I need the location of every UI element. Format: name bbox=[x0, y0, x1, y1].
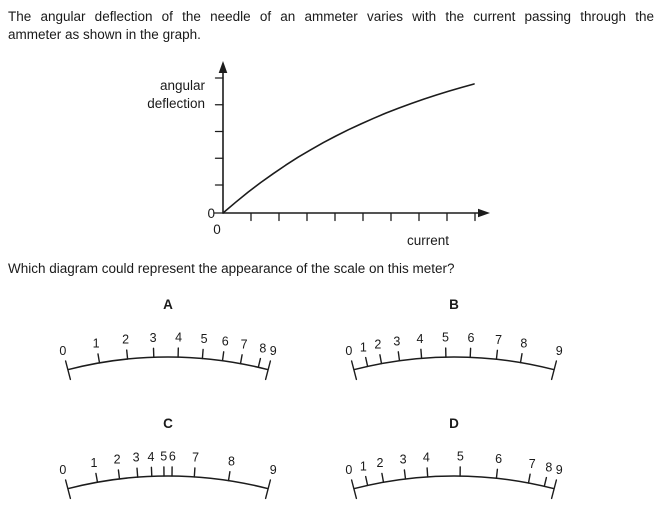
scale-tick bbox=[529, 474, 531, 483]
scale-tick bbox=[223, 352, 224, 361]
scale-tick-label: 1 bbox=[93, 337, 100, 351]
y-axis-arrowhead bbox=[219, 61, 228, 73]
question-intro-line1: The angular deflection of the needle of an ammeter varies with the current passing through the bbox=[8, 8, 654, 26]
scale-tick-label: 7 bbox=[495, 333, 502, 347]
scale-tick-label: 8 bbox=[228, 454, 235, 468]
scale-arc bbox=[354, 357, 554, 370]
scale-tick bbox=[137, 468, 138, 477]
deflection-current-graph bbox=[0, 55, 520, 255]
scale-tick-label: 8 bbox=[545, 460, 552, 474]
scale-tick-label: 4 bbox=[175, 331, 182, 345]
scale-tick bbox=[552, 361, 557, 379]
scale-tick-label: 4 bbox=[423, 450, 430, 464]
scale-tick bbox=[521, 354, 523, 363]
scale-tick bbox=[366, 358, 368, 367]
scale-tick-label: 9 bbox=[556, 344, 563, 358]
scale-tick bbox=[427, 468, 428, 477]
scale-arc bbox=[68, 357, 268, 370]
scale-tick-label: 0 bbox=[59, 344, 66, 358]
scale-tick bbox=[266, 480, 271, 498]
scale-tick-label: 7 bbox=[241, 338, 248, 352]
option-A-scale-diagram bbox=[18, 319, 318, 397]
option-B bbox=[304, 297, 604, 399]
scale-tick-label: 4 bbox=[417, 332, 424, 346]
scale-tick-label: 0 bbox=[59, 463, 66, 477]
option-A bbox=[18, 297, 318, 399]
scale-tick-label: 5 bbox=[201, 332, 208, 346]
scale-tick bbox=[258, 359, 260, 368]
deflection-curve bbox=[223, 84, 474, 213]
scale-tick-label: 0 bbox=[345, 463, 352, 477]
scale-tick bbox=[266, 361, 271, 379]
scale-tick-label: 8 bbox=[520, 336, 527, 350]
scale-tick-label: 1 bbox=[91, 456, 98, 470]
scale-tick-label: 9 bbox=[556, 463, 563, 477]
scale-tick bbox=[380, 355, 382, 364]
graph-axes-and-curve bbox=[214, 61, 490, 221]
scale-tick-label: 8 bbox=[259, 341, 266, 355]
scale-tick-label: 2 bbox=[377, 456, 384, 470]
y-axis-label-line1: angular bbox=[160, 78, 206, 93]
scale-tick bbox=[352, 361, 357, 379]
scale-tick bbox=[421, 349, 422, 358]
scale-tick-label: 7 bbox=[192, 450, 199, 464]
scale-tick-label: 6 bbox=[468, 331, 475, 345]
scale-tick-label: 1 bbox=[360, 459, 367, 473]
scale-tick bbox=[202, 350, 203, 359]
x-axis-label: current bbox=[407, 233, 449, 248]
scale-tick bbox=[98, 354, 100, 363]
scale-tick-label: 9 bbox=[270, 344, 277, 358]
option-C bbox=[18, 416, 318, 518]
option-B-letter: B bbox=[304, 297, 604, 315]
scale-tick-label: 2 bbox=[374, 338, 381, 352]
scale-tick bbox=[96, 473, 98, 482]
option-A-letter: A bbox=[18, 297, 318, 315]
scale-tick-label: 6 bbox=[222, 334, 229, 348]
scale-tick bbox=[366, 477, 368, 486]
scale-tick-label: 3 bbox=[150, 331, 157, 345]
scale-tick-label: 2 bbox=[114, 453, 121, 467]
question-intro bbox=[8, 8, 654, 44]
scale-tick-label: 5 bbox=[442, 331, 449, 345]
scale-tick-label: 5 bbox=[160, 450, 167, 464]
scale-tick bbox=[496, 469, 497, 478]
scale-tick bbox=[398, 352, 399, 361]
scale-tick bbox=[194, 468, 195, 477]
scale-tick-label: 7 bbox=[529, 457, 536, 471]
y-origin-label: 0 bbox=[207, 206, 215, 221]
scale-tick bbox=[127, 350, 128, 359]
question-intro-line2: ammeter as shown in the graph. bbox=[8, 26, 654, 44]
scale-tick-label: 4 bbox=[148, 450, 155, 464]
scale-tick bbox=[66, 480, 71, 498]
option-B-scale-diagram bbox=[304, 319, 604, 397]
scale-tick bbox=[496, 350, 497, 359]
scale-tick-label: 6 bbox=[495, 452, 502, 466]
scale-tick bbox=[66, 361, 71, 379]
scale-tick bbox=[404, 470, 405, 479]
scale-tick-label: 3 bbox=[393, 334, 400, 348]
scale-tick bbox=[229, 472, 230, 481]
option-C-letter: C bbox=[18, 416, 318, 434]
scale-tick bbox=[552, 480, 557, 498]
option-D bbox=[304, 416, 604, 518]
scale-tick bbox=[352, 480, 357, 498]
x-origin-label: 0 bbox=[213, 222, 221, 237]
x-axis-arrowhead bbox=[478, 209, 490, 218]
scale-tick bbox=[118, 470, 119, 479]
scale-tick bbox=[241, 355, 243, 364]
y-axis-label-line2: deflection bbox=[147, 96, 205, 111]
scale-tick-label: 3 bbox=[400, 453, 407, 467]
scale-tick-label: 9 bbox=[270, 463, 277, 477]
scale-tick bbox=[382, 473, 384, 482]
option-D-letter: D bbox=[304, 416, 604, 434]
scale-tick-label: 2 bbox=[122, 333, 129, 347]
option-C-scale-diagram bbox=[18, 438, 318, 516]
scale-tick-label: 5 bbox=[457, 450, 464, 464]
scale-tick-label: 0 bbox=[345, 344, 352, 358]
scale-tick-label: 3 bbox=[133, 451, 140, 465]
scale-tick bbox=[544, 478, 546, 487]
scale-tick-label: 6 bbox=[169, 450, 176, 464]
scale-tick-label: 1 bbox=[360, 340, 367, 354]
option-D-scale-diagram bbox=[304, 438, 604, 516]
question-prompt: Which diagram could represent the appearance of the scale on this meter? bbox=[8, 261, 455, 276]
